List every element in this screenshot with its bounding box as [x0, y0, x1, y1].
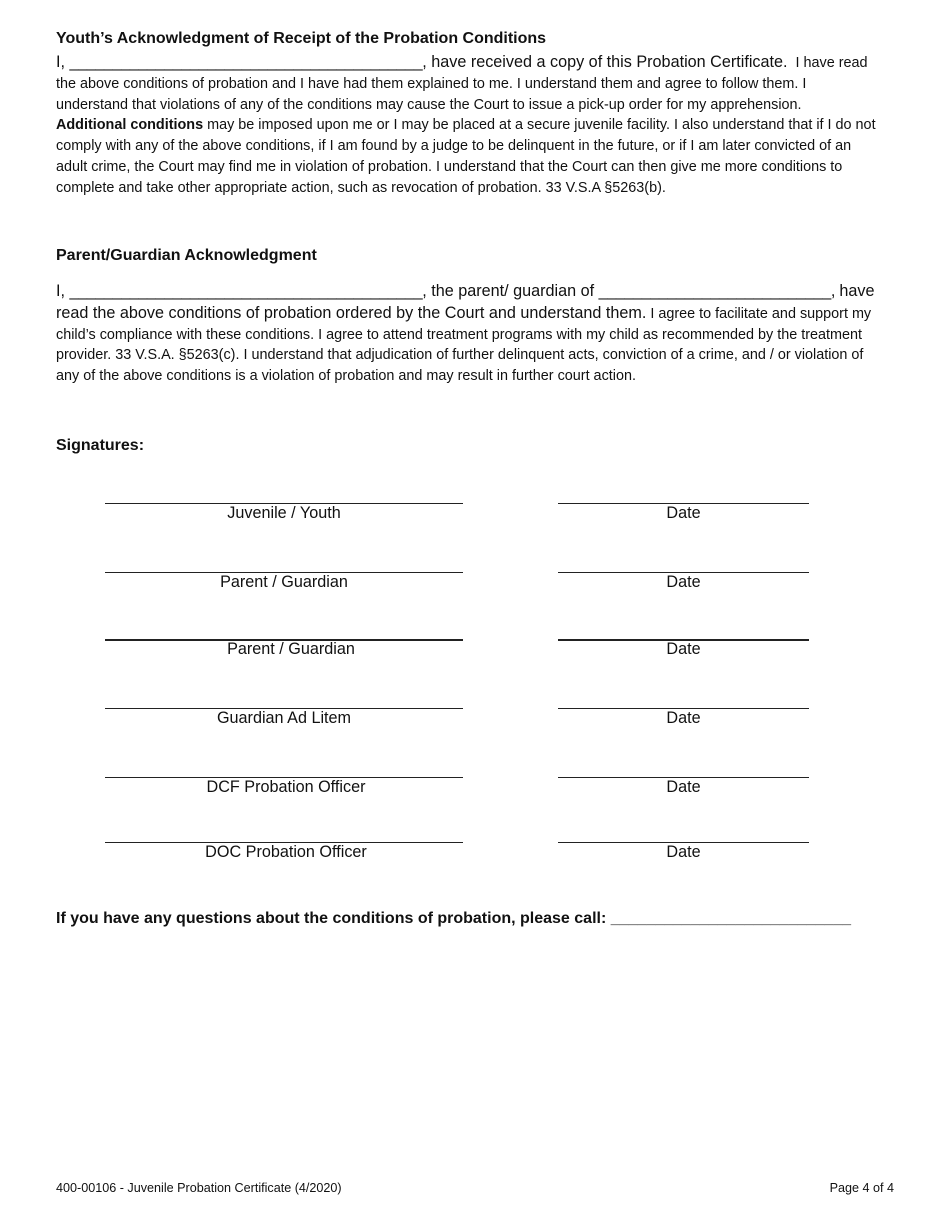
youth-ack-line1: , have received a copy of this Probation Certificate.	[422, 53, 788, 71]
date-label: Date	[666, 843, 701, 861]
signature-label: Guardian Ad Litem	[216, 709, 352, 727]
youth-ack-paragraph	[56, 52, 876, 199]
form-id-footer: 400-00106 - Juvenile Probation Certificate (4/2020)	[56, 1181, 342, 1195]
signature-label: Parent / Guardian	[220, 573, 348, 591]
parent-name-blank[interactable]: _________________________________________	[69, 282, 423, 300]
parent-ack-line2: have read the above conditions of probation ordered by the Court and understand them.	[56, 282, 875, 322]
questions-text: If you have any questions about the conditions of probation, please call:	[56, 910, 611, 927]
signature-label: DOC Probation Officer	[205, 843, 367, 861]
questions-line	[56, 910, 851, 928]
youth-ack-prefix: I,	[56, 53, 70, 71]
date-label: Date	[666, 640, 701, 658]
date-label: Date	[666, 778, 701, 796]
signature-label: Parent / Guardian	[227, 640, 355, 658]
signatures-heading: Signatures:	[56, 437, 145, 454]
page-number-footer: Page 4 of 4	[829, 1181, 894, 1195]
signature-row	[0, 639, 950, 679]
signature-row	[0, 708, 950, 748]
youth-ack-bold-phrase: Additional conditions	[56, 117, 204, 134]
signature-label: Juvenile / Youth	[227, 504, 341, 522]
signature-row	[0, 503, 950, 543]
youth-name-blank[interactable]: _________________________________________	[69, 53, 423, 71]
phone-number-blank[interactable]: ___________________________	[610, 910, 851, 927]
date-label: Date	[666, 573, 701, 591]
parent-ack-heading: Parent/Guardian Acknowledgment	[56, 247, 317, 264]
date-label: Date	[666, 504, 701, 522]
youth-ack-body-part2: may be imposed upon me or I may be placed at a secure juvenile facility. I also understand that if I do not comply with any of the above conditions, if I am found by a judge to be delinquent in the future, or if I am later convicted of an adult crime, the Court may find me in violation of probation. I understand that the Court can then give me more conditions to complete and take other appropriate action, such as revocation of probation. 33 V.S.A §5263(b).	[56, 117, 876, 196]
youth-ack-heading: Youth’s Acknowledgment of Receipt of the Probation Conditions	[56, 30, 547, 47]
parent-ack-body: I agree to facilitate and support my child’s compliance with these conditions. I agree to attend treatment programs with my child as recommended by the treatment provider. 33 V.S.A. §5263(c). I understand that adjudication of further delinquent acts, conviction of a crime, and / or violation of any of the above conditions is a violation of probation and may result in further court action.	[56, 305, 872, 385]
youth-ack-body-part1: I have read the above conditions of probation and I have had them explained to me. I understand them and agree to follow them. I understand that violations of any of the conditions may cause the Court to issue a pick-up order for my apprehension.	[56, 55, 868, 113]
date-label: Date	[666, 709, 701, 727]
parent-ack-comma: ,	[830, 282, 836, 300]
signature-row	[0, 777, 950, 817]
signature-label: DCF Probation Officer	[206, 778, 366, 796]
child-name-blank[interactable]: ___________________________	[598, 282, 831, 300]
signature-row	[0, 842, 950, 882]
parent-ack-middle: , the parent/ guardian of	[422, 282, 599, 300]
parent-ack-paragraph	[56, 281, 882, 387]
parent-ack-prefix: I,	[56, 282, 70, 300]
signature-row	[0, 572, 950, 612]
